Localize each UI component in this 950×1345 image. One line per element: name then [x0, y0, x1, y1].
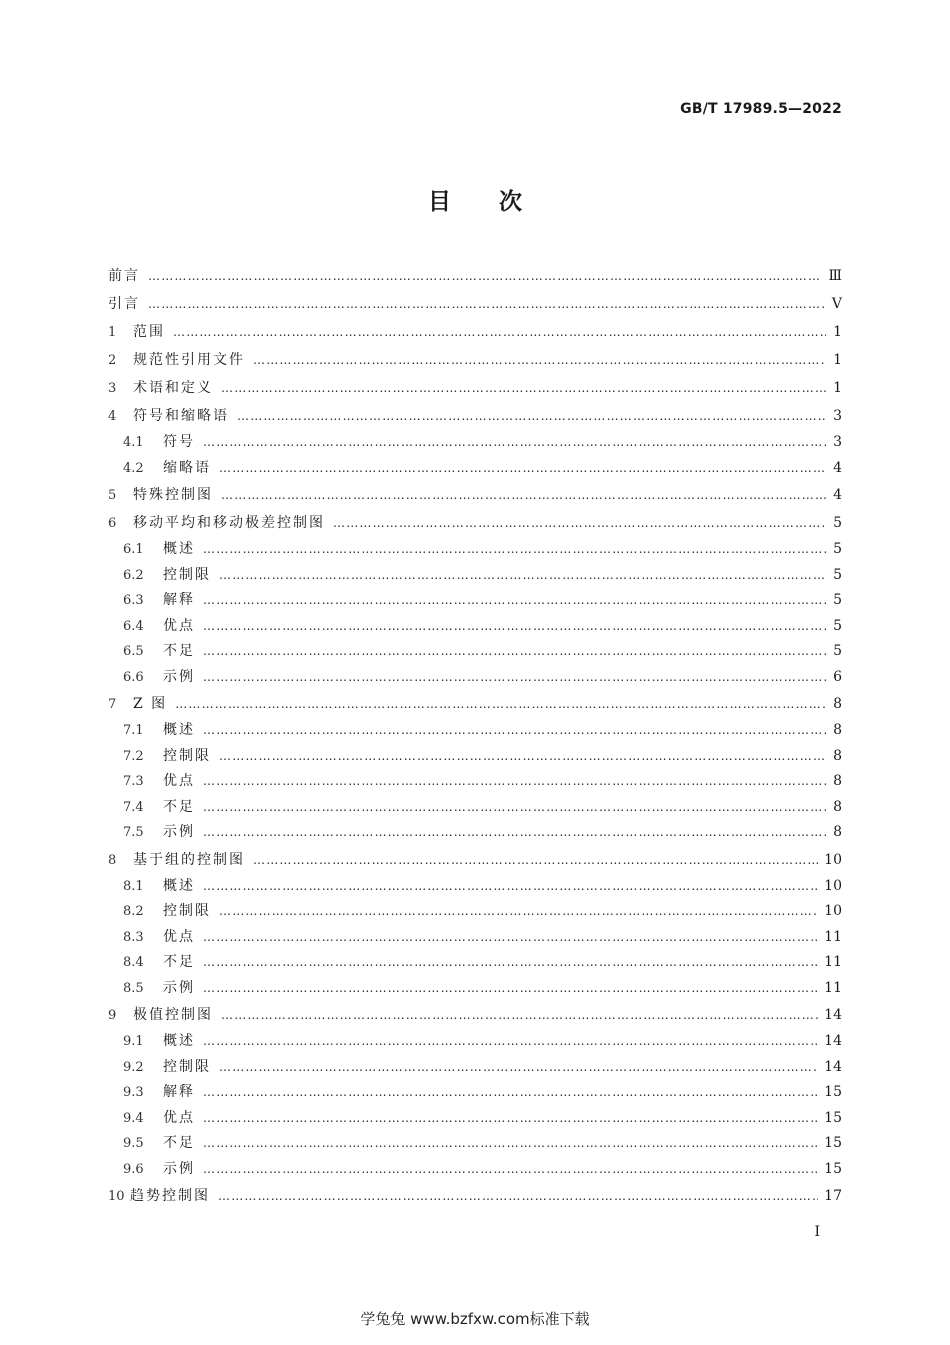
toc-entry-number: 1: [108, 325, 117, 340]
toc-entry-page: 8: [833, 824, 842, 840]
toc-entry-page: 14: [824, 1033, 842, 1049]
toc-entry-page: 15: [824, 1135, 842, 1151]
toc-entry-number: 7.2: [123, 748, 144, 764]
toc-leader-dots: [219, 1055, 818, 1081]
toc-leader-dots: [203, 588, 826, 614]
toc-entry[interactable]: [108, 318, 842, 346]
toc-entry-title: 解释: [163, 592, 195, 608]
toc-entry-number: 9.6: [123, 1161, 144, 1177]
toc-entry-title: 移动平均和移动极差控制图: [133, 515, 325, 531]
toc-entry[interactable]: [108, 402, 842, 430]
toc-entry[interactable]: [108, 665, 842, 691]
toc-entry-title: 控制限: [163, 566, 211, 583]
toc-entry-number: 6.1: [123, 542, 144, 557]
toc-entry[interactable]: [108, 690, 842, 718]
toc-leader-dots: [219, 563, 826, 589]
toc-leader-dots: [219, 744, 826, 770]
toc-leader-dots: [203, 537, 826, 563]
toc-entry[interactable]: [108, 481, 842, 509]
toc-entry-title: 趋势控制图: [130, 1188, 210, 1204]
toc-entry[interactable]: [108, 925, 842, 951]
toc-entry[interactable]: [108, 874, 842, 900]
toc-entry-title: 不足: [163, 954, 195, 970]
toc-entry-page: 8: [833, 722, 842, 738]
toc-entry-number: 9.1: [123, 1034, 144, 1049]
toc-entry-page: 5: [833, 566, 842, 583]
toc-entry-page: 10: [824, 851, 842, 868]
toc-entry[interactable]: [108, 820, 842, 846]
toc-entry[interactable]: [108, 846, 842, 874]
toc-entry[interactable]: [108, 290, 842, 318]
toc-entry-number: 9: [108, 1008, 117, 1023]
toc-entry-title: 概述: [163, 877, 195, 894]
toc-entry-title: 概述: [163, 1033, 195, 1049]
toc-entry-page: 5: [833, 541, 842, 557]
toc-leader-dots: [203, 925, 818, 951]
toc-entry-page: 8: [833, 747, 842, 764]
toc-leader-dots: [218, 1182, 818, 1210]
toc-entry-title: 概述: [163, 722, 195, 738]
toc-entry-title: 控制限: [163, 1058, 211, 1075]
toc-entry-page: 8: [833, 696, 842, 712]
toc-leader-dots: [203, 639, 826, 665]
toc-leader-dots: [173, 318, 826, 346]
toc-leader-dots: [203, 976, 818, 1002]
toc-entry-page: Ⅴ: [831, 296, 842, 312]
toc-entry[interactable]: [108, 346, 842, 374]
toc-entry[interactable]: [108, 537, 842, 563]
toc-leader-dots: [203, 874, 818, 900]
toc-entry[interactable]: [108, 374, 842, 402]
toc-entry-title: 优点: [163, 1109, 195, 1126]
toc-entry[interactable]: [108, 1182, 842, 1210]
toc-leader-dots: [203, 718, 826, 744]
toc-entry-number: 9.3: [123, 1085, 144, 1100]
toc-entry-number: 2: [108, 353, 117, 368]
toc-leader-dots: [221, 481, 826, 509]
toc-entry-title: 规范性引用文件: [133, 352, 245, 368]
watermark-text: 学兔兔 www.bzfxw.com标准下载: [360, 1310, 590, 1328]
toc-entry-number: 7.3: [123, 774, 144, 789]
toc-leader-dots: [219, 899, 818, 925]
toc-entry-page: 5: [833, 515, 842, 531]
toc-leader-dots: [219, 456, 826, 482]
toc-leader-dots: [253, 346, 826, 374]
toc-entry-number: 8.5: [123, 980, 144, 996]
toc-entry-title: 示例: [163, 979, 195, 996]
toc-entry-page: 15: [824, 1109, 842, 1126]
toc-entry[interactable]: [108, 614, 842, 640]
toc-entry[interactable]: [108, 456, 842, 482]
toc-entry-number: 9.4: [123, 1110, 144, 1126]
toc-entry-title: 符号和缩略语: [133, 408, 229, 424]
toc-entry-number: 8: [108, 852, 117, 868]
toc-entry[interactable]: [108, 262, 842, 290]
toc-entry[interactable]: [108, 563, 842, 589]
toc-entry-page: 6: [833, 668, 842, 685]
toc-leader-dots: [203, 950, 818, 976]
toc-leader-dots: [148, 262, 822, 290]
toc-entry-title: 概述: [163, 541, 195, 557]
toc-entry-title: 解释: [163, 1084, 195, 1100]
toc-entry-page: 8: [833, 798, 842, 815]
toc-entry-page: Ⅲ: [828, 268, 842, 284]
toc-entry-title: 符号: [163, 434, 195, 450]
toc-entry-title: 优点: [163, 928, 195, 945]
toc-entry-page: 15: [824, 1160, 842, 1177]
toc-entry-page: 14: [824, 1058, 842, 1075]
toc-leader-dots: [203, 769, 826, 795]
toc-entry-page: 15: [824, 1084, 842, 1100]
toc-entry-page: 3: [833, 408, 842, 424]
toc-entry-title: 基于组的控制图: [133, 851, 245, 868]
toc-entry-number: 8.1: [123, 878, 144, 894]
toc-entry-number: 9.2: [123, 1059, 144, 1075]
table-of-contents: [108, 262, 842, 1210]
toc-entry-number: 6.3: [123, 593, 144, 608]
toc-entry-title: 控制限: [163, 903, 211, 919]
page-number: Ⅰ: [814, 1224, 820, 1240]
toc-entry[interactable]: [108, 718, 842, 744]
toc-entry-title: 优点: [163, 773, 195, 789]
toc-entry-number: 4.2: [123, 460, 144, 476]
toc-entry-page: 4: [833, 459, 842, 476]
toc-entry-number: 6.2: [123, 567, 144, 583]
toc-entry-number: 7.4: [123, 799, 144, 815]
toc-leader-dots: [221, 1001, 818, 1029]
toc-entry-title: 极值控制图: [133, 1007, 213, 1023]
toc-entry-number: 4.1: [123, 435, 144, 450]
toc-entry-title: 示例: [163, 668, 195, 685]
toc-entry[interactable]: [108, 1080, 842, 1106]
toc-leader-dots: [203, 795, 826, 821]
toc-leader-dots: [203, 1157, 818, 1183]
standard-code: GB/T 17989.5—2022: [680, 101, 842, 117]
toc-leader-dots: [203, 1029, 818, 1055]
toc-entry-number: 3: [108, 381, 117, 396]
toc-entry-page: 3: [833, 434, 842, 450]
toc-entry-title: 不足: [163, 643, 195, 659]
toc-entry-page: 8: [833, 773, 842, 789]
toc-entry-page: 11: [824, 979, 842, 996]
toc-entry-number: 9.5: [123, 1136, 144, 1151]
toc-entry[interactable]: [108, 1157, 842, 1183]
toc-entry[interactable]: [108, 1131, 842, 1157]
toc-entry[interactable]: [108, 950, 842, 976]
toc-entry[interactable]: [108, 1001, 842, 1029]
toc-entry-number: 4: [108, 409, 117, 424]
toc-entry[interactable]: [108, 744, 842, 770]
toc-entry-page: 1: [833, 352, 842, 368]
toc-entry-page: 5: [833, 592, 842, 608]
toc-entry-number: 10: [108, 1189, 125, 1204]
toc-entry-page: 1: [833, 380, 842, 396]
toc-entry-title: 特殊控制图: [133, 487, 213, 503]
toc-entry[interactable]: [108, 430, 842, 456]
toc-entry-number: 6.5: [123, 644, 144, 659]
toc-entry-number: 8.2: [123, 904, 144, 919]
toc-leader-dots: [203, 820, 826, 846]
toc-entry-page: 11: [824, 928, 842, 945]
toc-leader-dots: [175, 690, 826, 718]
toc-entry-title: 术语和定义: [133, 380, 213, 396]
toc-entry-number: 5: [108, 488, 117, 503]
toc-entry[interactable]: [108, 509, 842, 537]
toc-leader-dots: [203, 1131, 818, 1157]
toc-entry[interactable]: [108, 899, 842, 925]
toc-entry-title: 前言: [108, 268, 140, 284]
toc-entry-number: 8.4: [123, 955, 144, 970]
toc-entry-page: 11: [824, 954, 842, 970]
toc-entry-title: 不足: [163, 798, 195, 815]
toc-leader-dots: [237, 402, 826, 430]
toc-entry-number: 7: [108, 697, 117, 712]
toc-entry-number: 8.3: [123, 929, 144, 945]
toc-entry-page: 1: [833, 324, 842, 340]
toc-leader-dots: [221, 374, 826, 402]
toc-entry-page: 5: [833, 643, 842, 659]
toc-leader-dots: [253, 846, 818, 874]
toc-entry-page: 4: [833, 487, 842, 503]
toc-entry-page: 14: [824, 1007, 842, 1023]
toc-entry-number: 7.5: [123, 825, 144, 840]
toc-entry[interactable]: [108, 1106, 842, 1132]
toc-leader-dots: [333, 509, 826, 537]
toc-leader-dots: [203, 614, 826, 640]
toc-entry-title: Z 图: [133, 696, 168, 712]
toc-entry[interactable]: [108, 795, 842, 821]
toc-entry-page: 5: [833, 617, 842, 634]
toc-entry-number: 6: [108, 516, 117, 531]
toc-entry-number: 6.6: [123, 669, 144, 685]
toc-entry-title: 范围: [133, 324, 165, 340]
toc-entry[interactable]: [108, 639, 842, 665]
toc-entry[interactable]: [108, 769, 842, 795]
toc-entry-page: 17: [824, 1188, 842, 1204]
toc-leader-dots: [203, 1106, 818, 1132]
toc-entry-title: 缩略语: [163, 459, 211, 476]
toc-entry-number: 7.1: [123, 723, 144, 738]
toc-leader-dots: [203, 430, 826, 456]
toc-entry-title: 优点: [163, 617, 195, 634]
toc-entry-number: 6.4: [123, 618, 144, 634]
toc-entry-page: 10: [824, 903, 842, 919]
toc-entry[interactable]: [108, 976, 842, 1002]
toc-entry-title: 引言: [108, 296, 140, 312]
toc-leader-dots: [203, 1080, 818, 1106]
toc-leader-dots: [203, 665, 826, 691]
toc-entry[interactable]: [108, 1029, 842, 1055]
toc-entry-title: 示例: [163, 824, 195, 840]
toc-leader-dots: [148, 290, 826, 318]
toc-entry[interactable]: [108, 1055, 842, 1081]
toc-entry-title: 示例: [163, 1160, 195, 1177]
page-title: 目次: [428, 189, 570, 215]
toc-entry[interactable]: [108, 588, 842, 614]
toc-entry-title: 不足: [163, 1135, 195, 1151]
toc-entry-title: 控制限: [163, 747, 211, 764]
toc-entry-page: 10: [824, 877, 842, 894]
